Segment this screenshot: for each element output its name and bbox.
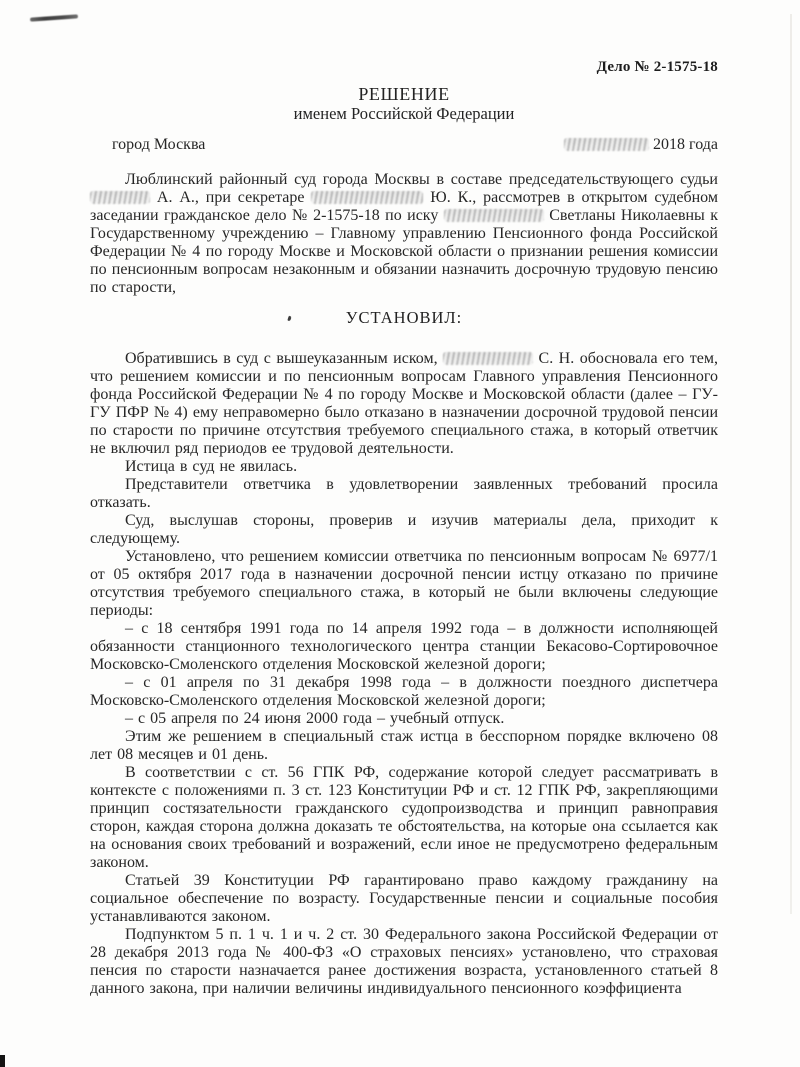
list-item-period: – с 05 апреля по 24 июня 2000 года – учебный отпуск. <box>125 710 505 727</box>
decision-date <box>564 136 718 154</box>
intro-paragraph: Люблинский районный суд города Москвы в составе председательствующего судьи А. А., при секретаре Ю. К., рассмотрев в открытом судебном заседании гражданское дело № 2-1575-18 по иску Светланы Николаевны к Государственному учреждению – Главному управлению Пенсионного фонда Российской Федерации № 4 по городу Москве и Московской области о признании решения комиссии по пенсионным вопросам незаконным и обязании назначить досрочную трудовую пенсию по старости, <box>90 171 719 296</box>
paragraph: Установлено, что решением комиссии ответчика по пенсионным вопросам № 6977/1 от 05 октября 2017 года в назначении досрочной пенсии истцу отказано по причине отсутствия требуемого специального стажа, в который не были включены следующие периоды: <box>90 548 718 619</box>
paragraph: Статьей 39 Конституции РФ гарантировано право каждому гражданину на социальное обеспечение по возрасту. Государственные пенсии и социальные пособия устанавливаются законом. <box>90 872 718 925</box>
document-body <box>90 58 718 998</box>
document-title: РЕШЕНИЕ <box>358 84 450 104</box>
list-item-period: – с 18 сентября 1991 года по 14 апреля 1992 года – в должности исполняющей обязанности станционного технологического центра станции Бекасово-Сортировочное Московско-Смоленского отделения Московской железной дороги; <box>90 620 718 673</box>
paragraph: Этим же решением в специальный стаж истца в бесспорном порядке включено 08 лет 08 месяцев и 01 день. <box>90 728 718 763</box>
redacted-text <box>90 191 150 204</box>
scan-edge-line <box>790 14 792 914</box>
case-number: Дело № 2-1575-18 <box>596 59 718 75</box>
redacted-text <box>444 209 544 222</box>
scan-artifact-top-left <box>30 14 78 21</box>
redacted-date <box>564 138 649 151</box>
paragraph: В соответствии с ст. 56 ГПК РФ, содержание которой следует рассматривать в контексте с положениями п. 3 ст. 123 Конституции РФ и ст. 12 ГПК РФ, закрепляющими принцип состязательности гражданского судопроизводства и принцип равноправия сторон, каждая сторона должна доказать те обстоятельства, на которые она ссылается как на основания своих требований и возражений, если иное не предусмотрено федеральным законом. <box>90 764 718 871</box>
document-content <box>90 171 718 998</box>
paragraph: Подпунктом 5 п. 1 ч. 1 и ч. 2 ст. 30 Федерального закона Российской Федерации от 28 декабря 2013 года № 400-ФЗ «О страховых пенсиях» установлено, что страховая пенсия по старости назначается ранее достижения возраста, установленного статьей 8 данного закона, при наличии величины индивидуального пенсионного коэффициента <box>90 926 718 997</box>
paragraph: Обратившись в суд с вышеуказанным иском, С. Н. обосновала его тем, что решением комиссии и по пенсионным вопросам Главного управления Пенсионного фонда Российской Федерации № 4 по городу Москве и Московской области (далее – ГУ-ГУ ПФР № 4) ему неправомерно было отказано в назначении досрочной трудовой пенсии по старости по причине отсутствия требуемого специального стажа, в который ответчик не включил ряд периодов ее трудовой деятельности. <box>90 350 718 457</box>
paragraph: Истица в суд не явилась. <box>125 458 298 475</box>
list-item-period: – с 01 апреля по 31 декабря 1998 года – в должности поездного диспетчера Московско-Смоленского отделения Московской железной дороги; <box>90 674 718 709</box>
scan-artifact-bottom-left <box>0 1055 5 1067</box>
city-date-line <box>90 136 718 154</box>
section-heading: УСТАНОВИЛ: <box>345 308 463 327</box>
document-subtitle: именем Российской Федерации <box>293 104 515 123</box>
redacted-text <box>311 191 423 204</box>
redacted-text <box>443 352 533 365</box>
city-label: город Москва <box>112 136 206 153</box>
paragraph: Представители ответчика в удовлетворении заявленных требований просила отказать. <box>90 476 718 511</box>
paragraph: Суд, выслушав стороны, проверив и изучив материалы дела, приходит к следующему. <box>90 512 718 547</box>
date-year-label: 2018 года <box>653 136 718 153</box>
